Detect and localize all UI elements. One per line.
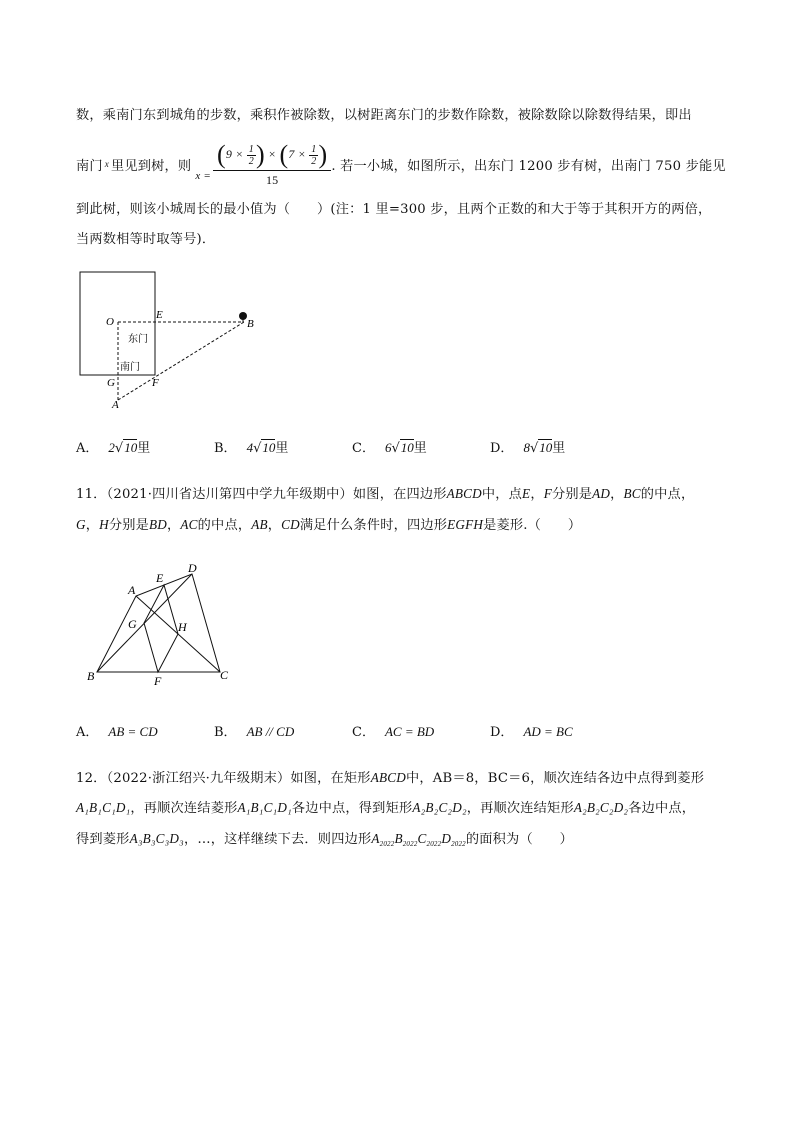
q11-line1-b: 中，点 — [481, 487, 523, 502]
q11-option-d[interactable] — [490, 721, 628, 740]
q11-abcd: ABCD — [446, 486, 482, 501]
q10-text-line1: 数，乘南门东到城角的步数，乘积作被除数，以树距离东门的步数作除数，被除数除以除数得结果，即出 — [76, 108, 692, 123]
q10-formula-a: 9 × — [225, 146, 244, 161]
q12-line3-b: ，…，这样继续下去．则四边形 — [183, 832, 372, 847]
q11-g: G — [76, 517, 86, 532]
q12-line2-a: ，再顺次连结菱形 — [130, 801, 238, 816]
q10-half-2-num: 1 — [311, 143, 317, 155]
q10-option-d-coef: 8 — [523, 440, 530, 455]
q11-bc: BC — [623, 486, 641, 501]
q12-quad1-b: A₁B₁C₁D₁ — [237, 800, 292, 815]
q11-ac: AC — [180, 517, 198, 532]
q10-line2-c: . 若一小城，如图所示，出东门 1200 步有树，出南门 750 步能见 — [331, 158, 726, 174]
q11-option-b-label: B． — [214, 725, 237, 740]
q11-fig-D: D — [188, 561, 197, 575]
q11-options — [76, 721, 636, 740]
q10-option-b-coef: 4 — [246, 440, 254, 455]
q12-ab8: AB＝8， — [432, 771, 488, 786]
q10-half-2-den: 2 — [311, 155, 317, 167]
q11-ad: AD — [592, 486, 611, 501]
q10-half-1-den: 2 — [248, 155, 254, 167]
q11-option-b[interactable] — [214, 721, 352, 740]
q11-line1-a: 11．（2021·四川省达川第四中学九年级期中）如图，在四边形 — [76, 487, 447, 502]
q10-formula — [195, 140, 331, 188]
q10-fig-label-F: F — [152, 377, 159, 389]
q10-option-c-rad: 10 — [400, 440, 414, 455]
q10-fig-label-E: E — [156, 309, 163, 321]
q11-line2-a: 分别是 — [108, 518, 150, 533]
q12-line2-d: 各边中点， — [628, 801, 696, 816]
q12-quad1: A₁B₁C₁D₁ — [76, 800, 131, 815]
q10-line2-a: 南门 — [76, 158, 103, 174]
q12-quad2: A₂B₂C₂D₂ — [412, 800, 467, 815]
q11-cd: CD — [281, 517, 300, 532]
q10-option-a-label: A． — [76, 441, 99, 456]
q10-fig-label-A: A — [112, 399, 119, 411]
q12-line1-c: 顺次连结各边中点得到菱形 — [543, 771, 705, 786]
q11-option-d-text: AD = BC — [523, 724, 573, 739]
q11-option-c[interactable] — [352, 721, 490, 740]
q12-sub-a: 2022 — [379, 840, 395, 848]
q10-figure — [70, 262, 270, 412]
q11-egfh: EGFH — [447, 517, 484, 532]
q10-line2-b: 里见到树，则 — [110, 158, 192, 174]
q10-fig-east-gate: 东门 — [128, 334, 148, 345]
q11-h: H — [99, 517, 109, 532]
q12-line2-b: 各边中点，得到矩形 — [291, 801, 413, 816]
q10-formula-times: × — [268, 146, 277, 161]
q11-option-a-label: A． — [76, 725, 99, 740]
q11-text-line2 — [76, 514, 581, 533]
q10-option-d-unit: 里 — [552, 441, 566, 456]
q11-line1-c: 分别是 — [551, 487, 593, 502]
q10-text-line3: 到此树，则该小城周长的最小值为（ ）(注：1 里=300 步，且两个正数的和大于等于其积开方的两倍， — [76, 202, 712, 217]
q10-main-numerator: (9 × $\frac{1}{2}$ ) × (7 × $\frac{1}{2}$ ) — [213, 140, 331, 171]
q10-option-d-rad: 10 — [539, 440, 553, 455]
q10-option-c[interactable]: C． 6√10里 — [352, 440, 427, 456]
q12-text-line3 — [76, 828, 573, 848]
q11-line2-d: 是菱形.（ ） — [483, 518, 582, 533]
q10-formula-b: 7 × — [288, 146, 307, 161]
q12-abcd: ABCD — [370, 770, 406, 785]
q11-fig-F: F — [154, 674, 162, 688]
q11-fig-A: A — [128, 583, 136, 597]
q11-e: E — [522, 486, 531, 501]
q11-option-d-label: D． — [490, 725, 514, 740]
q10-option-c-unit: 里 — [413, 441, 427, 456]
q12-line2-c: ，再顺次连结矩形 — [466, 801, 574, 816]
q10-line2-x: x — [104, 159, 109, 169]
q10-option-b[interactable]: B． 4√10里 — [214, 440, 289, 456]
q12-quad2022: $A_{2022}B_{2022}C_{2022}D_{2022}$ — [371, 831, 466, 848]
q11-fig-E: E — [156, 571, 164, 585]
q10-text-line2 — [76, 140, 726, 188]
q12-line1-b: 中， — [405, 771, 433, 786]
q10-text-line4: 当两数相等时取等号)． — [76, 232, 216, 247]
q10-fig-label-G: G — [107, 377, 115, 389]
q12-sub-b: 2022 — [402, 840, 418, 848]
q11-line1-d: 的中点， — [640, 487, 695, 502]
q10-main-fraction — [213, 140, 331, 188]
q11-option-c-label: C． — [352, 725, 375, 740]
q10-fig-south-gate: 南门 — [120, 362, 140, 373]
q11-line2-c: 满足什么条件时，四边形 — [299, 518, 448, 533]
q12-text-line2 — [76, 797, 695, 816]
q11-option-a-text: AB = CD — [108, 724, 158, 739]
q11-comma-2: ， — [610, 487, 624, 502]
q11-comma-4: ， — [167, 518, 181, 533]
q10-option-a[interactable]: A． 2√10里 — [76, 440, 151, 456]
q11-option-c-text: AC = BD — [384, 724, 435, 739]
q12-quad2-b: A₂B₂C₂D₂ — [573, 800, 629, 815]
q11-comma-1: ， — [530, 487, 544, 502]
q10-half-1-num: 1 — [248, 143, 254, 155]
q11-comma-3: ， — [85, 518, 100, 533]
q10-half-1 — [247, 144, 256, 167]
q11-fig-B: B — [87, 669, 95, 683]
q11-f: F — [543, 486, 552, 501]
q10-option-b-label: B． — [214, 441, 237, 456]
q10-option-c-coef: 6 — [384, 440, 392, 455]
q11-fig-H: H — [178, 620, 187, 634]
q11-option-b-text: AB // CD — [246, 724, 295, 739]
q10-option-a-unit: 里 — [137, 441, 151, 456]
q11-fig-G: G — [128, 617, 137, 631]
q12-text-line1 — [76, 767, 704, 786]
q10-options — [76, 437, 636, 456]
q10-main-denominator: 15 — [265, 173, 279, 187]
q12-line1-a: 12．（2022·浙江绍兴·九年级期末）如图，在矩形 — [76, 771, 371, 786]
q10-option-c-label: C． — [352, 441, 375, 456]
q10-option-d[interactable]: D． 8√10里 — [490, 440, 566, 456]
q11-figure — [80, 556, 250, 690]
q11-line2-b: 的中点， — [197, 518, 252, 533]
q11-bd: BD — [149, 517, 168, 532]
q10-formula-lhs: x = — [195, 170, 211, 182]
q11-comma-5: ， — [267, 518, 282, 533]
q10-option-d-label: D． — [490, 441, 514, 456]
q11-fig-C: C — [220, 668, 229, 682]
q10-option-a-coef: 2 — [108, 440, 115, 455]
q12-line3-c: 的面积为（ ） — [465, 832, 573, 847]
q12-quad3: A₃B₃C₃D₃ — [129, 831, 184, 846]
q10-option-b-rad: 10 — [262, 440, 276, 455]
q10-fig-label-O: O — [106, 316, 114, 328]
q11-option-a[interactable] — [76, 721, 214, 740]
q10-option-a-rad: 10 — [124, 440, 138, 455]
q11-text-line1 — [76, 483, 694, 502]
q12-sub-d: 2022 — [451, 840, 466, 848]
q10-option-b-unit: 里 — [275, 441, 289, 456]
q12-line3-a: 得到菱形 — [76, 832, 130, 847]
q12-bc6: BC＝6， — [487, 771, 544, 786]
q11-ab: AB — [251, 517, 268, 532]
q12-sub-c: 2022 — [426, 840, 442, 848]
q10-fig-label-B: B — [247, 318, 254, 330]
